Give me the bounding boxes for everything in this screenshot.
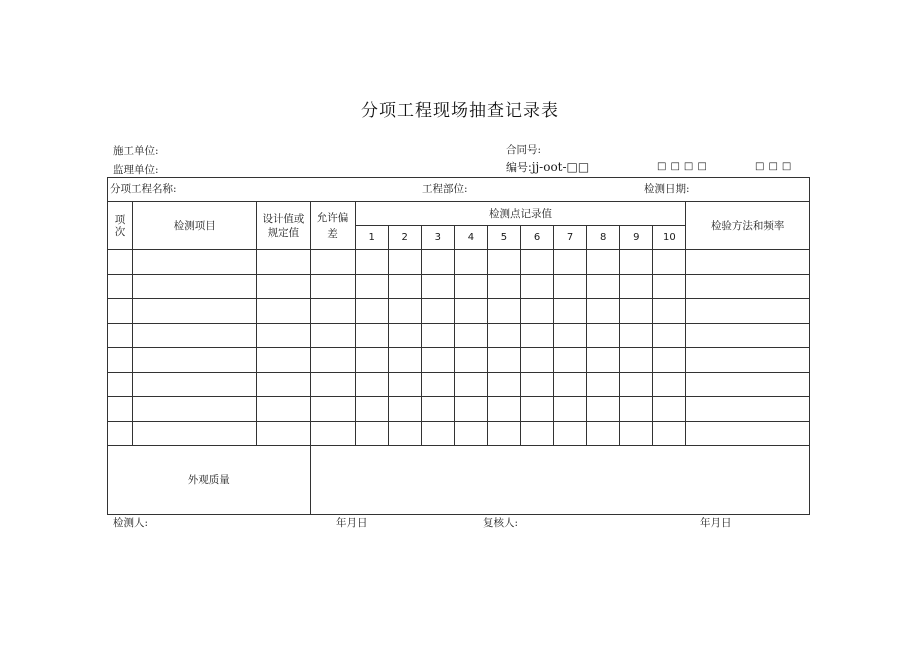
col-item-no: 项次 — [108, 202, 133, 250]
table-cell[interactable] — [521, 250, 554, 275]
inspector-label: 检测人: — [113, 517, 149, 529]
table-cell[interactable] — [421, 299, 454, 324]
table-cell[interactable] — [310, 421, 355, 446]
table-cell[interactable] — [388, 348, 421, 373]
col-item: 检测项目 — [133, 202, 257, 250]
table-row — [108, 299, 810, 324]
table-cell[interactable] — [554, 274, 587, 299]
table-cell[interactable] — [108, 397, 133, 422]
table-cell[interactable] — [355, 274, 388, 299]
table-cell[interactable] — [454, 372, 487, 397]
table-cell[interactable] — [108, 250, 133, 275]
table-cell[interactable] — [554, 421, 587, 446]
point-number: 4 — [454, 226, 487, 250]
table-cell[interactable] — [487, 397, 520, 422]
table-cell[interactable] — [388, 299, 421, 324]
appearance-quality-row — [108, 446, 810, 515]
table-row — [108, 274, 810, 299]
table-cell[interactable] — [388, 397, 421, 422]
table-cell[interactable] — [521, 421, 554, 446]
table-cell[interactable] — [554, 348, 587, 373]
table-cell[interactable] — [310, 250, 355, 275]
table-cell[interactable] — [653, 397, 686, 422]
point-number: 8 — [587, 226, 620, 250]
table-cell[interactable] — [257, 250, 310, 275]
point-number: 2 — [388, 226, 421, 250]
table-cell[interactable] — [620, 250, 653, 275]
table-cell[interactable] — [587, 299, 620, 324]
table-cell[interactable] — [554, 323, 587, 348]
table-cell[interactable] — [388, 421, 421, 446]
table-cell[interactable] — [554, 372, 587, 397]
table-cell[interactable] — [686, 323, 810, 348]
appearance-quality-cell[interactable] — [310, 446, 810, 515]
table-cell[interactable] — [421, 250, 454, 275]
table-info-row — [108, 178, 810, 202]
table-cell[interactable] — [686, 299, 810, 324]
table-cell[interactable] — [587, 421, 620, 446]
table-row — [108, 397, 810, 422]
table-cell[interactable] — [257, 274, 310, 299]
project-location-label: 工程部位: — [422, 183, 468, 195]
table-cell[interactable] — [653, 274, 686, 299]
table-cell[interactable] — [421, 372, 454, 397]
serial-boxes-group-1: □□□□ — [657, 161, 711, 172]
table-cell[interactable] — [521, 323, 554, 348]
inspection-date-label: 检测日期: — [644, 183, 690, 195]
supervision-unit-label: 监理单位: — [113, 164, 159, 176]
table-cell[interactable] — [133, 348, 257, 373]
table-cell[interactable] — [421, 421, 454, 446]
table-cell[interactable] — [133, 323, 257, 348]
table-cell[interactable] — [310, 323, 355, 348]
project-name-label: 分项工程名称: — [110, 183, 177, 195]
table-cell[interactable] — [355, 299, 388, 324]
table-cell[interactable] — [388, 274, 421, 299]
table-cell[interactable] — [554, 299, 587, 324]
table-cell[interactable] — [355, 250, 388, 275]
table-cell[interactable] — [686, 348, 810, 373]
table-cell[interactable] — [108, 348, 133, 373]
contract-no-label: 合同号: — [506, 144, 542, 156]
table-row — [108, 323, 810, 348]
table-cell[interactable] — [587, 372, 620, 397]
table-cell[interactable] — [355, 372, 388, 397]
table-cell[interactable] — [108, 274, 133, 299]
table-cell[interactable] — [108, 372, 133, 397]
col-points: 检测点记录值 — [355, 202, 686, 226]
table-cell[interactable] — [487, 274, 520, 299]
table-cell[interactable] — [257, 323, 310, 348]
col-design-value: 设计值或规定值 — [257, 202, 310, 250]
table-cell[interactable] — [653, 250, 686, 275]
table-cell[interactable] — [620, 372, 653, 397]
table-cell[interactable] — [421, 348, 454, 373]
serial-boxes-group-2: □□□ — [755, 161, 796, 172]
table-cell[interactable] — [108, 421, 133, 446]
page-title: 分项工程现场抽查记录表 — [361, 101, 559, 121]
table-row — [108, 372, 810, 397]
serial-code: jj-oot-□□ — [531, 160, 590, 174]
table-cell[interactable] — [620, 348, 653, 373]
table-cell[interactable] — [521, 397, 554, 422]
table-cell[interactable] — [620, 323, 653, 348]
table-cell[interactable] — [487, 250, 520, 275]
table-cell[interactable] — [108, 323, 133, 348]
table-cell[interactable] — [133, 421, 257, 446]
inspector-date: 年月日 — [336, 517, 368, 529]
table-cell[interactable] — [620, 274, 653, 299]
table-cell[interactable] — [521, 372, 554, 397]
table-cell[interactable] — [133, 372, 257, 397]
table-cell[interactable] — [686, 250, 810, 275]
table-cell[interactable] — [487, 372, 520, 397]
table-cell[interactable] — [454, 323, 487, 348]
table-cell[interactable] — [487, 348, 520, 373]
serial-label: 编号: — [506, 161, 532, 174]
table-cell[interactable] — [108, 299, 133, 324]
point-number: 5 — [487, 226, 520, 250]
table-cell[interactable] — [421, 274, 454, 299]
table-cell[interactable] — [133, 274, 257, 299]
table-cell[interactable] — [355, 323, 388, 348]
table-cell[interactable] — [454, 421, 487, 446]
serial-number — [506, 159, 589, 175]
table-cell[interactable] — [310, 299, 355, 324]
table-cell[interactable] — [454, 274, 487, 299]
table-cell[interactable] — [454, 348, 487, 373]
table-cell[interactable] — [355, 348, 388, 373]
table-cell[interactable] — [487, 323, 520, 348]
point-number: 7 — [554, 226, 587, 250]
table-cell[interactable] — [388, 323, 421, 348]
table-cell[interactable] — [355, 421, 388, 446]
table-cell[interactable] — [310, 372, 355, 397]
table-cell[interactable] — [686, 274, 810, 299]
table-cell[interactable] — [521, 274, 554, 299]
table-cell[interactable] — [686, 372, 810, 397]
point-number: 6 — [521, 226, 554, 250]
table-cell[interactable] — [554, 250, 587, 275]
table-cell[interactable] — [257, 397, 310, 422]
table-cell[interactable] — [653, 348, 686, 373]
table-cell[interactable] — [653, 323, 686, 348]
table-cell[interactable] — [421, 397, 454, 422]
table-cell[interactable] — [554, 397, 587, 422]
table-cell[interactable] — [587, 348, 620, 373]
table-cell[interactable] — [310, 397, 355, 422]
table-cell[interactable] — [257, 421, 310, 446]
table-cell[interactable] — [454, 299, 487, 324]
table-cell[interactable] — [587, 274, 620, 299]
table-header-row — [108, 202, 810, 226]
point-number: 9 — [620, 226, 653, 250]
table-row — [108, 421, 810, 446]
table-cell[interactable] — [310, 348, 355, 373]
col-tolerance: 允许偏差 — [310, 202, 355, 250]
table-cell[interactable] — [133, 397, 257, 422]
table-cell[interactable] — [521, 299, 554, 324]
table-cell[interactable] — [686, 397, 810, 422]
point-number: 10 — [653, 226, 686, 250]
point-number: 3 — [421, 226, 454, 250]
table-cell[interactable] — [587, 323, 620, 348]
inspection-record-table — [107, 177, 810, 515]
table-cell[interactable] — [653, 299, 686, 324]
table-cell[interactable] — [620, 421, 653, 446]
table-cell[interactable] — [257, 348, 310, 373]
table-cell[interactable] — [454, 397, 487, 422]
table-cell[interactable] — [620, 397, 653, 422]
construction-unit-label: 施工单位: — [113, 145, 159, 157]
table-cell[interactable] — [355, 397, 388, 422]
table-cell[interactable] — [310, 274, 355, 299]
table-cell[interactable] — [587, 397, 620, 422]
table-cell[interactable] — [388, 372, 421, 397]
table-cell[interactable] — [487, 299, 520, 324]
table-cell[interactable] — [653, 372, 686, 397]
table-cell[interactable] — [620, 299, 653, 324]
table-cell[interactable] — [686, 421, 810, 446]
reviewer-label: 复核人: — [483, 517, 519, 529]
reviewer-date: 年月日 — [700, 517, 732, 529]
table-cell[interactable] — [388, 250, 421, 275]
table-row — [108, 348, 810, 373]
col-method: 检验方法和频率 — [686, 202, 810, 250]
table-cell[interactable] — [454, 250, 487, 275]
appearance-quality-label: 外观质量 — [108, 446, 311, 515]
table-cell[interactable] — [257, 299, 310, 324]
table-cell[interactable] — [133, 250, 257, 275]
table-cell[interactable] — [487, 421, 520, 446]
table-cell[interactable] — [653, 421, 686, 446]
table-cell[interactable] — [133, 299, 257, 324]
table-cell[interactable] — [521, 348, 554, 373]
table-row — [108, 250, 810, 275]
table-cell[interactable] — [587, 250, 620, 275]
point-number: 1 — [355, 226, 388, 250]
table-cell[interactable] — [421, 323, 454, 348]
table-cell[interactable] — [257, 372, 310, 397]
